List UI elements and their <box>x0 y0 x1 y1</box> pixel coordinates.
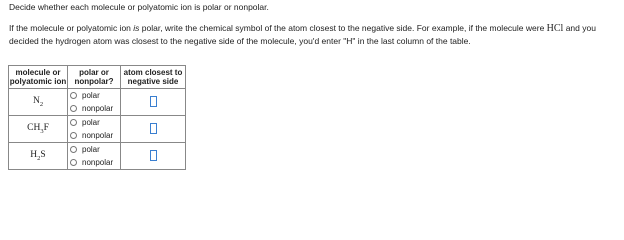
answer-cell <box>121 89 186 116</box>
formula-subscript: 2 <box>39 100 44 108</box>
polarity-table <box>8 65 186 170</box>
polar-option[interactable] <box>70 143 120 156</box>
instructions-part-1: If the molecule or polyatomic ion <box>9 23 134 33</box>
header-atom-line1: atom closest to <box>123 68 183 77</box>
instructions-part-2: polar, write the chemical symbol of the atom closest to the negative side. For example, if the molecule were <box>139 23 547 33</box>
polar-label[interactable]: polar <box>82 118 100 127</box>
header-molecule <box>9 66 68 89</box>
emphasis-is: is <box>133 23 140 33</box>
polar-option[interactable] <box>70 116 120 129</box>
polarity-options <box>68 89 121 116</box>
header-polarity-line1: polar or <box>79 68 109 77</box>
atom-answer-input[interactable] <box>150 123 157 134</box>
header-atom-line2: negative side <box>127 77 179 86</box>
nonpolar-radio[interactable] <box>70 105 77 112</box>
nonpolar-label[interactable]: nonpolar <box>82 158 114 167</box>
table-row <box>9 116 186 143</box>
formula-main: N <box>32 96 40 107</box>
table-row <box>9 89 186 116</box>
nonpolar-option[interactable] <box>70 129 120 142</box>
molecule-cell <box>9 89 68 116</box>
formula-tail: S <box>40 150 46 161</box>
header-row <box>9 66 186 89</box>
table-row <box>9 143 186 170</box>
polar-radio[interactable] <box>70 92 77 99</box>
header-molecule-line2: polyatomic ion <box>9 77 67 86</box>
polar-label[interactable]: polar <box>82 91 100 100</box>
nonpolar-radio[interactable] <box>70 132 77 139</box>
instructions-text <box>9 22 619 48</box>
polarity-options <box>68 116 121 143</box>
nonpolar-label[interactable]: nonpolar <box>82 131 114 140</box>
atom-answer-input[interactable] <box>150 150 157 161</box>
instructions-part-3: and you decided the hydrogen atom was closest to the negative side of the molecule, you'd enter "H" in the last column of the table. <box>9 23 596 46</box>
molecule-cell <box>9 116 68 143</box>
nonpolar-option[interactable] <box>70 102 120 115</box>
polar-label[interactable]: polar <box>82 145 100 154</box>
polarity-options <box>68 143 121 170</box>
nonpolar-label[interactable]: nonpolar <box>82 104 114 113</box>
nonpolar-option[interactable] <box>70 156 120 169</box>
answer-cell <box>121 116 186 143</box>
example-formula: HCl <box>546 23 564 34</box>
formula-main: CH <box>27 123 41 134</box>
nonpolar-radio[interactable] <box>70 159 77 166</box>
polar-option[interactable] <box>70 89 120 102</box>
formula-subscript: 3 <box>40 127 44 135</box>
polar-radio[interactable] <box>70 119 77 126</box>
formula-main: H <box>30 150 38 161</box>
header-atom <box>121 66 186 89</box>
header-polarity-line2: nonpolar? <box>74 77 114 86</box>
polar-radio[interactable] <box>70 146 77 153</box>
intro-text: Decide whether each molecule or polyatomic ion is polar or nonpolar. <box>9 2 269 12</box>
formula-subscript: 2 <box>37 154 41 162</box>
atom-answer-input[interactable] <box>150 96 157 107</box>
header-polarity <box>68 66 121 89</box>
molecule-cell <box>9 143 68 170</box>
header-molecule-line1: molecule or <box>15 68 61 77</box>
formula-tail: F <box>43 123 49 134</box>
answer-cell <box>121 143 186 170</box>
